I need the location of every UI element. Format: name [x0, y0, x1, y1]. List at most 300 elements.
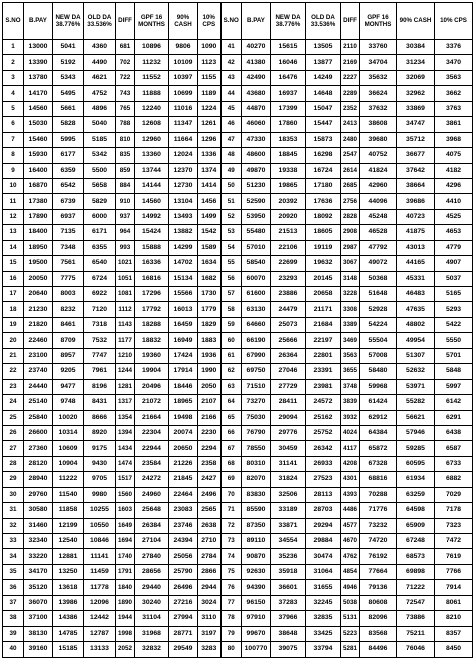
table-row — [3, 132, 473, 147]
sno-cell: 54 — [221, 240, 242, 255]
gpf-cell: 84496 — [360, 642, 397, 657]
basic-pay-cell: 57010 — [242, 240, 271, 255]
cash-cell: 40723 — [397, 209, 435, 224]
basic-pay-cell: 92630 — [242, 564, 271, 579]
new-da-cell: 11540 — [53, 487, 84, 502]
gpf-cell: 62912 — [360, 410, 397, 425]
table-row — [3, 148, 473, 163]
gpf-cell: 16816 — [135, 271, 169, 286]
old-da-cell: 8196 — [84, 379, 116, 394]
diff-cell: 2169 — [341, 55, 360, 70]
cps-cell: 1336 — [198, 148, 221, 163]
new-da-cell: 5995 — [53, 132, 84, 147]
old-da-cell: 20658 — [306, 287, 341, 302]
cash-cell: 71222 — [397, 580, 435, 595]
diff-cell: 3148 — [341, 271, 360, 286]
sno-cell: 3 — [3, 70, 24, 85]
sno-cell: 64 — [221, 395, 242, 410]
basic-pay-cell: 36070 — [24, 595, 53, 610]
diff-cell: 1840 — [116, 580, 135, 595]
old-da-cell: 31064 — [306, 564, 341, 579]
diff-cell: 4024 — [341, 425, 360, 440]
cash-cell: 16949 — [169, 333, 198, 348]
cash-cell: 20074 — [169, 425, 198, 440]
table-row — [3, 178, 473, 193]
basic-pay-cell: 40270 — [242, 40, 271, 55]
sno-cell: 44 — [221, 86, 242, 101]
old-da-cell: 4896 — [84, 101, 116, 116]
cps-cell: 3283 — [198, 642, 221, 657]
diff-cell: 1143 — [116, 317, 135, 332]
old-da-cell: 9705 — [84, 472, 116, 487]
gpf-cell: 52928 — [360, 302, 397, 317]
cps-cell: 4525 — [435, 209, 473, 224]
sno-cell: 17 — [3, 287, 24, 302]
diff-cell: 2480 — [341, 132, 360, 147]
sno-cell: 38 — [3, 611, 24, 626]
cash-cell: 31234 — [397, 55, 435, 70]
basic-pay-cell: 17380 — [24, 194, 53, 209]
old-da-cell: 5040 — [84, 117, 116, 132]
cash-cell: 73886 — [397, 611, 435, 626]
gpf-cell: 34704 — [360, 55, 397, 70]
basic-pay-cell: 76790 — [242, 425, 271, 440]
basic-pay-cell: 53950 — [242, 209, 271, 224]
cash-cell: 24394 — [169, 534, 198, 549]
table-row — [3, 564, 473, 579]
diff-cell: 788 — [116, 117, 135, 132]
new-da-cell: 13986 — [53, 595, 84, 610]
header-cps: 10% CPS — [435, 3, 473, 40]
gpf-cell: 80608 — [360, 595, 397, 610]
table-row — [3, 101, 473, 116]
cash-cell: 23746 — [169, 518, 198, 533]
diff-cell: 2547 — [341, 148, 360, 163]
old-da-cell: 32245 — [306, 595, 341, 610]
cps-cell: 1499 — [198, 209, 221, 224]
cash-cell: 13493 — [169, 209, 198, 224]
sno-cell: 76 — [221, 580, 242, 595]
diff-cell: 1791 — [116, 564, 135, 579]
new-da-cell: 37966 — [271, 611, 306, 626]
table-row — [3, 379, 473, 394]
gpf-cell: 61424 — [360, 395, 397, 410]
diff-cell: 2110 — [341, 40, 360, 55]
diff-cell: 1649 — [116, 518, 135, 533]
basic-pay-cell: 35120 — [24, 580, 53, 595]
cash-cell: 61934 — [397, 472, 435, 487]
cps-cell: 2710 — [198, 534, 221, 549]
header-new-da: NEW DA 38.776% — [271, 3, 306, 40]
sno-cell: 5 — [3, 101, 24, 116]
cps-cell: 4779 — [435, 240, 473, 255]
new-da-cell: 5828 — [53, 117, 84, 132]
old-da-cell: 16298 — [306, 148, 341, 163]
diff-cell: 1560 — [116, 487, 135, 502]
gpf-cell: 46528 — [360, 225, 397, 240]
sno-cell: 9 — [3, 163, 24, 178]
basic-pay-cell: 48600 — [242, 148, 271, 163]
diff-cell: 2614 — [341, 163, 360, 178]
gpf-cell: 18832 — [135, 333, 169, 348]
gpf-cell: 42960 — [360, 178, 397, 193]
cps-cell: 4296 — [435, 178, 473, 193]
cps-cell: 2784 — [198, 549, 221, 564]
sno-cell: 34 — [3, 549, 24, 564]
old-da-cell: 17180 — [306, 178, 341, 193]
gpf-cell: 57008 — [360, 348, 397, 363]
gpf-cell: 64384 — [360, 425, 397, 440]
old-da-cell: 5342 — [84, 148, 116, 163]
cash-cell: 16013 — [169, 302, 198, 317]
cps-cell: 2166 — [198, 410, 221, 425]
table-row — [3, 287, 473, 302]
basic-pay-cell: 69750 — [242, 364, 271, 379]
sno-cell: 16 — [3, 271, 24, 286]
sno-cell: 47 — [221, 132, 242, 147]
sno-cell: 66 — [221, 425, 242, 440]
basic-pay-cell: 39160 — [24, 642, 53, 657]
diff-cell: 910 — [116, 194, 135, 209]
cps-cell: 3861 — [435, 117, 473, 132]
diff-cell: 722 — [116, 70, 135, 85]
new-da-cell: 29776 — [271, 425, 306, 440]
sno-cell: 35 — [3, 564, 24, 579]
cash-cell: 20650 — [169, 441, 198, 456]
basic-pay-cell: 47330 — [242, 132, 271, 147]
old-da-cell: 16724 — [306, 163, 341, 178]
diff-cell: 2352 — [341, 101, 360, 116]
gpf-cell: 68816 — [360, 472, 397, 487]
basic-pay-cell: 96150 — [242, 595, 271, 610]
basic-pay-cell: 90870 — [242, 549, 271, 564]
basic-pay-cell: 63130 — [242, 302, 271, 317]
cps-cell: 8061 — [435, 595, 473, 610]
new-da-cell: 20920 — [271, 209, 306, 224]
old-da-cell: 5500 — [84, 163, 116, 178]
cps-cell: 2294 — [198, 441, 221, 456]
cps-cell: 6438 — [435, 425, 473, 440]
gpf-cell: 71776 — [360, 503, 397, 518]
gpf-cell: 50368 — [360, 271, 397, 286]
cps-cell: 8210 — [435, 611, 473, 626]
table-row — [3, 194, 473, 209]
gpf-cell: 31968 — [135, 626, 169, 641]
diff-cell: 964 — [116, 225, 135, 240]
basic-pay-cell: 18950 — [24, 240, 53, 255]
cps-cell: 1990 — [198, 364, 221, 379]
diff-cell: 2413 — [341, 117, 360, 132]
cps-cell: 1189 — [198, 86, 221, 101]
sno-cell: 70 — [221, 487, 242, 502]
new-da-cell: 31824 — [271, 472, 306, 487]
cash-cell: 52632 — [397, 364, 435, 379]
diff-cell: 2289 — [341, 86, 360, 101]
sno-cell: 74 — [221, 549, 242, 564]
cps-cell: 1296 — [198, 132, 221, 147]
basic-pay-cell: 37100 — [24, 611, 53, 626]
basic-pay-cell: 21820 — [24, 317, 53, 332]
old-da-cell: 24572 — [306, 395, 341, 410]
gpf-cell: 73232 — [360, 518, 397, 533]
new-da-cell: 23886 — [271, 287, 306, 302]
old-da-cell: 7747 — [84, 348, 116, 363]
cps-cell: 5293 — [435, 302, 473, 317]
basic-pay-cell: 23740 — [24, 364, 53, 379]
cash-cell: 18965 — [169, 395, 198, 410]
diff-cell: 3469 — [341, 333, 360, 348]
gpf-cell: 59968 — [360, 379, 397, 394]
old-da-cell: 6724 — [84, 271, 116, 286]
cps-cell: 3763 — [435, 101, 473, 116]
sno-cell: 59 — [221, 317, 242, 332]
new-da-cell: 11858 — [53, 503, 84, 518]
new-da-cell: 32506 — [271, 487, 306, 502]
cash-cell: 11347 — [169, 117, 198, 132]
cps-cell: 1634 — [198, 256, 221, 271]
old-da-cell: 6540 — [84, 256, 116, 271]
old-da-cell: 33794 — [306, 642, 341, 657]
diff-cell: 1740 — [116, 549, 135, 564]
new-da-cell: 9205 — [53, 364, 84, 379]
header-cps: 10% CPS — [198, 3, 221, 40]
cash-cell: 30384 — [397, 40, 435, 55]
cps-cell: 3470 — [435, 55, 473, 70]
table-row — [3, 549, 473, 564]
diff-cell: 5223 — [341, 626, 360, 641]
gpf-cell: 19360 — [135, 348, 169, 363]
diff-cell: 1354 — [116, 410, 135, 425]
new-da-cell: 13618 — [53, 580, 84, 595]
old-da-cell: 8431 — [84, 395, 116, 410]
cps-cell: 1682 — [198, 271, 221, 286]
old-da-cell: 29294 — [306, 518, 341, 533]
sno-cell: 13 — [3, 225, 24, 240]
new-da-cell: 35918 — [271, 564, 306, 579]
old-da-cell: 13877 — [306, 55, 341, 70]
gpf-cell: 17792 — [135, 302, 169, 317]
new-da-cell: 29094 — [271, 410, 306, 425]
old-da-cell: 21171 — [306, 302, 341, 317]
cash-cell: 15566 — [169, 287, 198, 302]
old-da-cell: 4490 — [84, 55, 116, 70]
new-da-cell: 14386 — [53, 611, 84, 626]
basic-pay-cell: 89110 — [242, 534, 271, 549]
cash-cell: 28771 — [169, 626, 198, 641]
basic-pay-cell: 97910 — [242, 611, 271, 626]
basic-pay-cell: 66190 — [242, 333, 271, 348]
cash-cell: 67248 — [397, 534, 435, 549]
cps-cell: 2107 — [198, 395, 221, 410]
cps-cell: 7472 — [435, 534, 473, 549]
basic-pay-cell: 14170 — [24, 86, 53, 101]
header-cash: 90% CASH — [169, 3, 198, 40]
new-da-cell: 33189 — [271, 503, 306, 518]
basic-pay-cell: 58540 — [242, 256, 271, 271]
table-row — [3, 611, 473, 626]
cash-cell: 32069 — [397, 70, 435, 85]
cash-cell: 43013 — [397, 240, 435, 255]
new-da-cell: 7348 — [53, 240, 84, 255]
table-body — [3, 40, 473, 658]
basic-pay-cell: 51230 — [242, 178, 271, 193]
new-da-cell: 22699 — [271, 256, 306, 271]
new-da-cell: 16476 — [271, 70, 306, 85]
basic-pay-cell: 14560 — [24, 101, 53, 116]
cps-cell: 4075 — [435, 148, 473, 163]
basic-pay-cell: 99670 — [242, 626, 271, 641]
old-da-cell: 30474 — [306, 549, 341, 564]
header-basic-pay: B.PAY — [24, 3, 53, 40]
cash-cell: 56621 — [397, 410, 435, 425]
old-da-cell: 20145 — [306, 271, 341, 286]
old-da-cell: 15873 — [306, 132, 341, 147]
sno-cell: 36 — [3, 580, 24, 595]
old-da-cell: 22197 — [306, 333, 341, 348]
basic-pay-cell: 83830 — [242, 487, 271, 502]
header-gpf: GPF 16 MONTHS — [135, 3, 169, 40]
diff-cell: 4762 — [341, 549, 360, 564]
old-da-cell: 26342 — [306, 441, 341, 456]
cps-cell: 2944 — [198, 580, 221, 595]
new-da-cell: 23293 — [271, 271, 306, 286]
diff-cell: 1177 — [116, 333, 135, 348]
basic-pay-cell: 52590 — [242, 194, 271, 209]
sno-cell: 23 — [3, 379, 24, 394]
diff-cell: 743 — [116, 86, 135, 101]
old-da-cell: 5658 — [84, 178, 116, 193]
gpf-cell: 82096 — [360, 611, 397, 626]
cash-cell: 25056 — [169, 549, 198, 564]
sno-cell: 22 — [3, 364, 24, 379]
header-diff: DIFF — [341, 3, 360, 40]
diff-cell: 1474 — [116, 456, 135, 471]
table-row — [3, 317, 473, 332]
diff-cell: 1998 — [116, 626, 135, 641]
old-da-cell: 14648 — [306, 86, 341, 101]
cash-cell: 12370 — [169, 163, 198, 178]
basic-pay-cell: 41380 — [242, 55, 271, 70]
gpf-cell: 22304 — [135, 425, 169, 440]
new-da-cell: 6542 — [53, 178, 84, 193]
new-da-cell: 14785 — [53, 626, 84, 641]
gpf-cell: 58480 — [360, 364, 397, 379]
old-da-cell: 25752 — [306, 425, 341, 440]
gpf-cell: 16336 — [135, 256, 169, 271]
new-da-cell: 15615 — [271, 40, 306, 55]
gpf-cell: 14992 — [135, 209, 169, 224]
cash-cell: 10699 — [169, 86, 198, 101]
cps-cell: 7619 — [435, 549, 473, 564]
cps-cell: 7029 — [435, 487, 473, 502]
basic-pay-cell: 34170 — [24, 564, 53, 579]
new-da-cell: 7561 — [53, 256, 84, 271]
new-da-cell: 5343 — [53, 70, 84, 85]
basic-pay-cell: 73270 — [242, 395, 271, 410]
sno-cell: 75 — [221, 564, 242, 579]
table-row — [3, 487, 473, 502]
gpf-cell: 70288 — [360, 487, 397, 502]
cash-cell: 23083 — [169, 503, 198, 518]
diff-cell: 937 — [116, 209, 135, 224]
old-da-cell: 33425 — [306, 626, 341, 641]
new-da-cell: 17860 — [271, 117, 306, 132]
old-da-cell: 12442 — [84, 611, 116, 626]
sno-cell: 1 — [3, 40, 24, 55]
old-da-cell: 6171 — [84, 225, 116, 240]
cps-cell: 4907 — [435, 256, 473, 271]
diff-cell: 1051 — [116, 271, 135, 286]
new-da-cell: 25073 — [271, 317, 306, 332]
cash-cell: 76046 — [397, 642, 435, 657]
sno-cell: 41 — [221, 40, 242, 55]
basic-pay-cell: 42490 — [242, 70, 271, 85]
gpf-cell: 18288 — [135, 317, 169, 332]
old-da-cell: 10550 — [84, 518, 116, 533]
new-da-cell: 36601 — [271, 580, 306, 595]
cash-cell: 22464 — [169, 487, 198, 502]
new-da-cell: 5041 — [53, 40, 84, 55]
diff-cell: 2756 — [341, 194, 360, 209]
diff-cell: 1394 — [116, 425, 135, 440]
new-da-cell: 12881 — [53, 549, 84, 564]
old-da-cell: 6355 — [84, 240, 116, 255]
new-da-cell: 35236 — [271, 549, 306, 564]
diff-cell: 2685 — [341, 178, 360, 193]
new-da-cell: 19338 — [271, 163, 306, 178]
table-row — [3, 503, 473, 518]
cash-cell: 37642 — [397, 163, 435, 178]
gpf-cell: 11888 — [135, 86, 169, 101]
header-old-da: OLD DA 33.536% — [84, 3, 116, 40]
old-da-cell: 29884 — [306, 534, 341, 549]
sno-cell: 6 — [3, 117, 24, 132]
basic-pay-cell: 13390 — [24, 55, 53, 70]
sno-cell: 14 — [3, 240, 24, 255]
cps-cell: 7178 — [435, 503, 473, 518]
sno-cell: 52 — [221, 209, 242, 224]
sno-cell: 46 — [221, 117, 242, 132]
cash-cell: 11016 — [169, 101, 198, 116]
sno-cell: 67 — [221, 441, 242, 456]
sno-cell: 48 — [221, 148, 242, 163]
cps-cell: 1456 — [198, 194, 221, 209]
cash-cell: 13882 — [169, 225, 198, 240]
cps-cell: 6733 — [435, 456, 473, 471]
new-da-cell: 19865 — [271, 178, 306, 193]
diff-cell: 2052 — [116, 642, 135, 657]
cash-cell: 63259 — [397, 487, 435, 502]
gpf-cell: 17296 — [135, 287, 169, 302]
cash-cell: 32962 — [397, 86, 435, 101]
basic-pay-cell: 22460 — [24, 333, 53, 348]
basic-pay-cell: 16400 — [24, 163, 53, 178]
table-row — [3, 163, 473, 178]
table-row — [3, 209, 473, 224]
new-da-cell: 8709 — [53, 333, 84, 348]
cash-cell: 10109 — [169, 55, 198, 70]
table-row — [3, 580, 473, 595]
cash-cell: 39686 — [397, 194, 435, 209]
old-da-cell: 28113 — [306, 487, 341, 502]
gpf-cell: 37632 — [360, 101, 397, 116]
diff-cell: 4946 — [341, 580, 360, 595]
new-da-cell: 24479 — [271, 302, 306, 317]
cps-cell: 6587 — [435, 441, 473, 456]
cash-cell: 14299 — [169, 240, 198, 255]
new-da-cell: 12540 — [53, 534, 84, 549]
cps-cell: 2427 — [198, 472, 221, 487]
